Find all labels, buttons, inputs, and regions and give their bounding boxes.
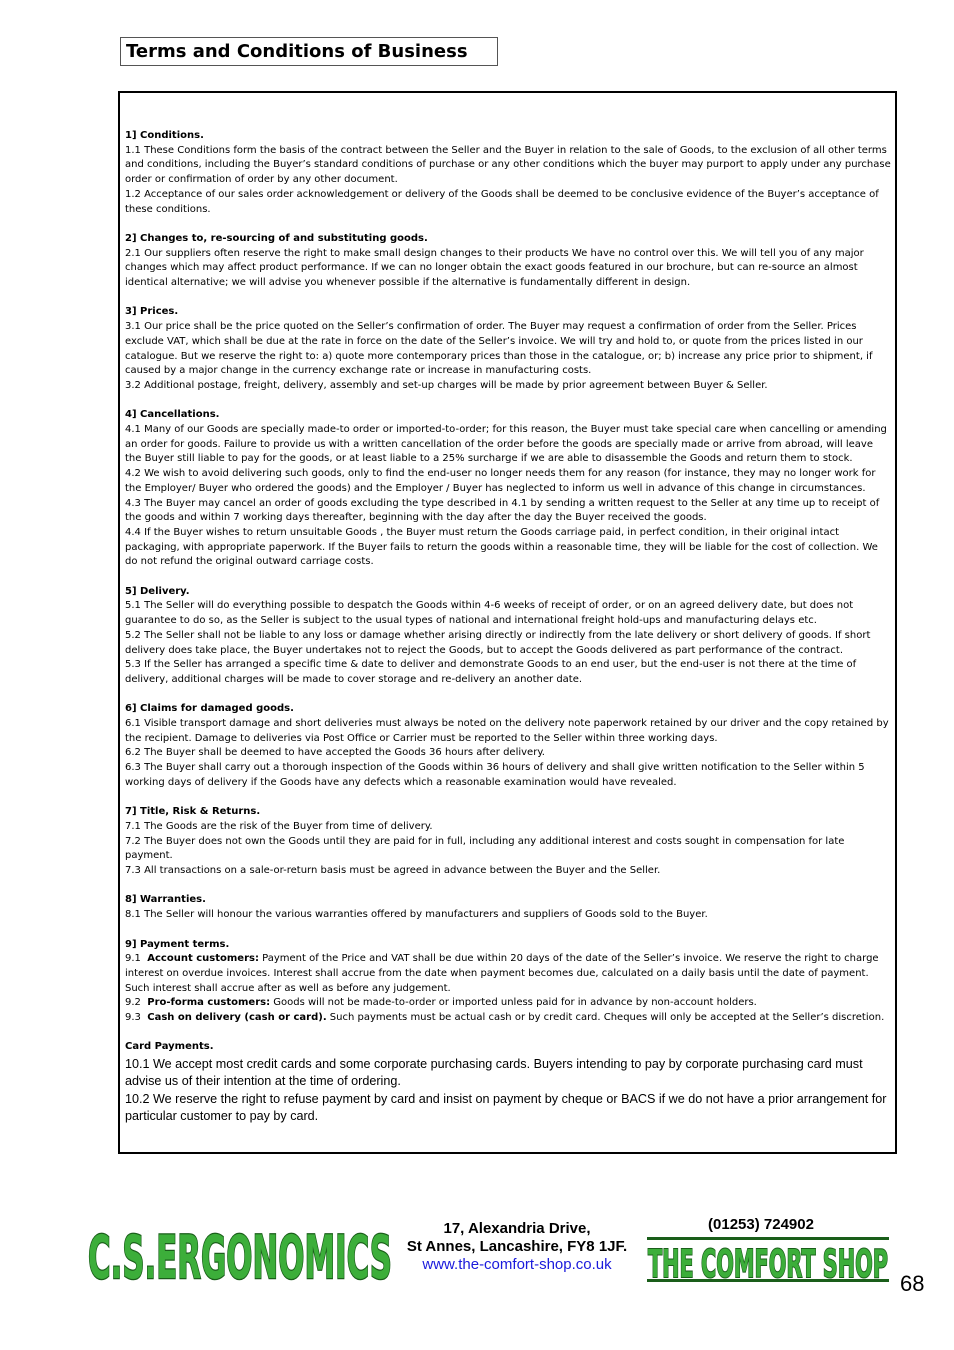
- clause: 4.1 Many of our Goods are specially made-to order or imported-to-order; for this reason, the Buyer must take special care when cancelling or amending an order for goods. Failure to provide us with a written cancellation of the order before the goods are specially made or arrive from abroad, will leave the Buyer still liable to pay for the goods, or at least liable to a 25% surcharge if we are able to disassemble the Goods and return them to stock.: [125, 424, 887, 465]
- clause: 5.3 If the Seller has arranged a specific time & date to deliver and demonstrate Goods to an end user, but the end-user is not there at the time of delivery, additional charges will be made to cover storage and re-delivery an another date.: [125, 659, 857, 685]
- terms-section: [125, 805, 891, 879]
- clause: 3.1 Our price shall be the price quoted on the Seller’s confirmation of order. The Buyer may request a confirmation of order from the Seller. Prices exclude VAT, which shall be due at the rate in force on the date of the Seller’s invoice. We will try and hold to, or quote from the prices listed in our catalogue. But we reserve the right to: a) quote more contemporary prices than those in the catalogue, or; b) increase any price prior to shipment, if caused by a major change in the currency exchange rate or increase in manufacturing costs.: [125, 321, 873, 377]
- clause: 5.1 The Seller will do everything possible to despatch the Goods within 4-6 weeks of receipt of order, or on an agreed delivery date, but does not guarantee to do so, as the Seller is subject to the usual types of national and international freight hold-ups and manufacturing delays etc.: [125, 600, 854, 627]
- clause-text: Such payments must be actual cash or by credit card. Cheques will only be accepted at the Seller’s discretion.: [326, 1012, 885, 1024]
- clause-number: 9.1: [125, 953, 148, 965]
- terms-section: [125, 702, 891, 790]
- clause: 10.1 We accept most credit cards and some corporate purchasing cards. Buyers intending to pay by corporate purchasing card must advise us of their intention at the time of ordering.: [125, 1057, 863, 1088]
- section-heading: 8] Warranties.: [125, 894, 206, 906]
- clause-label: Account customers:: [147, 953, 259, 965]
- clause: 1.1 These Conditions form the basis of the contract between the Seller and the Buyer in relation to the sale of Goods, to the exclusion of all other terms and conditions, including the Buyer’s standard conditions of purchase or any other conditions which the buyer may purport to apply under any purchase order or confirmation of order by any other document.: [125, 144, 891, 186]
- section-heading: 1] Conditions.: [125, 130, 204, 141]
- clause: 6.2 The Buyer shall be deemed to have accepted the Goods 36 hours after delivery.: [125, 747, 545, 759]
- address-line-1: 17, Alexandria Drive,: [443, 1220, 591, 1237]
- clause-label: Cash on delivery (cash or card).: [147, 1012, 327, 1024]
- section-heading: 9] Payment terms.: [125, 938, 230, 950]
- clause: 8.1 The Seller will honour the various warranties offered by manufacturers and suppliers of Goods sold to the Buyer.: [125, 909, 708, 921]
- clause: 4.2 We wish to avoid delivering such goods, only to find the end-user no longer needs them for any reason (for instance, they may no longer work for the Employer/ Buyer who ordered the goods) and the Employer / Buyer has neglected to inform us well in advance of this change in circumstances.: [125, 468, 876, 494]
- comfort-shop-logo: [645, 1236, 891, 1284]
- terms-section: [125, 305, 891, 393]
- phone-number: (01253) 724902: [708, 1216, 814, 1233]
- clause: 4.3 The Buyer may cancel an order of goods excluding the type described in 4.1 by sending a written request to the Seller at any time up to receipt of the goods and within 7 working days thereafter, beginning with the day after the day the Buyer received the goods.: [125, 497, 880, 524]
- terms-section: [125, 232, 891, 291]
- section-heading: 4] Cancellations.: [125, 409, 220, 421]
- clause-number: 9.3: [125, 1012, 148, 1024]
- clause: 6.1 Visible transport damage and short deliveries must always be noted on the delivery note paperwork retained by our driver and the copy retained by the recipient. Damage to deliveries via Post Office or Carrier must be reported to the Seller within three working days.: [125, 718, 889, 744]
- clause-label: Pro-forma customers:: [147, 997, 271, 1009]
- clause: 2.1 Our suppliers often reserve the right to make small design changes to their products We have no control over this. We will tell you of any major changes which may affect product performance. If we can no longer obtain the exact goods featured in our brochure, but can re-source an almost: [125, 247, 864, 274]
- section-heading: 7] Title, Risk & Returns.: [125, 806, 261, 818]
- clause: 7.2 The Buyer does not own the Goods until they are paid for in full, including any additional interest and costs sought in compensation for late payment.: [125, 835, 845, 862]
- clause: 5.2 The Seller shall not be liable to any loss or damage whether arising directly or indirectly from the late delivery or short delivery of goods. If short delivery does take place, the Buyer undertakes not to reject the Goods, but to accept the Goods delivered as part performance of the contract.: [125, 629, 871, 656]
- company-address: [398, 1220, 636, 1274]
- website-link[interactable]: www.the-comfort-shop.co.uk: [422, 1256, 612, 1273]
- svg-text:THE COMFORT SHOP: THE COMFORT SHOP: [648, 1242, 888, 1284]
- clause: 7.3 All transactions on a sale-or-return basis must be agreed in advance between the Buyer and the Seller.: [125, 865, 661, 877]
- clause-text: Payment of the Price and VAT shall be due within 20 days of the date of the Seller’s invoice. We reserve the right to charge interest on overdue invoices. Interest shall accrue from the date when payment becomes due, calculated on a daily basis until the date of payment. Such interest shall accrue after as well as before any judgement.: [125, 953, 879, 994]
- section-heading: 6] Claims for damaged goods.: [125, 703, 294, 715]
- clause-text: Goods will not be made-to-order or imported unless paid for in advance by non-account holders.: [270, 997, 757, 1009]
- clause: 1.2 Acceptance of our sales order acknowledgement or delivery of the Goods shall be deemed to be conclusive evidence of the Buyer’s acceptance of these conditions.: [125, 188, 879, 215]
- section-heading: 5] Delivery.: [125, 585, 190, 597]
- clause: 3.2 Additional postage, freight, delivery, assembly and set-up charges will be made by prior agreement between Buyer & Seller.: [125, 379, 768, 391]
- clause: 4.4 If the Buyer wishes to return unsuitable Goods , the Buyer must return the Goods carriage paid, in perfect condition, in their original intact packaging, with appropriate paperwork. If the Buyer fails to return the goods within a reasonable time, they will be liable for the cost of collection. We do not refund the original outward carriage costs.: [125, 526, 878, 568]
- terms-section: [125, 129, 891, 217]
- terms-section: [125, 1040, 891, 1124]
- section-heading: 3] Prices.: [125, 306, 179, 318]
- clause: [125, 996, 891, 1011]
- svg-text:C.S.ERGONOMICS: C.S.ERGONOMICS: [88, 1223, 392, 1288]
- clause: [125, 1011, 891, 1026]
- clause: 7.1 The Goods are the risk of the Buyer from time of delivery.: [125, 820, 433, 832]
- page-number: 68: [900, 1271, 925, 1296]
- section-heading: 2] Changes to, re-sourcing of and substituting goods.: [125, 232, 428, 244]
- terms-section: [125, 893, 891, 922]
- clause: 10.2 We reserve the right to refuse payment by card and insist on payment by cheque or BACS if we do not have a prior arrangement for particular customer to pay by card.: [125, 1091, 887, 1123]
- terms-section: [125, 585, 891, 688]
- terms-section: [125, 938, 891, 1026]
- section-heading: Card Payments.: [125, 1041, 214, 1053]
- address-line-2: St Annes, Lancashire, FY8 1JF.: [406, 1238, 628, 1255]
- clause: 6.3 The Buyer shall carry out a thorough inspection of the Goods within 36 hours of delivery and shall give written notification to the Seller within 5 working days of delivery if the Goods have any defects which a reasonable examination would have revealed.: [125, 762, 865, 788]
- clause-number: 9.2: [125, 997, 148, 1009]
- terms-content: [118, 91, 897, 1154]
- clause: identical alternative; we will advise you whenever possible if the alternative is fundamentally different in design.: [125, 277, 691, 289]
- cs-ergonomics-logo: [86, 1218, 396, 1288]
- clause: [125, 952, 891, 996]
- terms-section: [125, 408, 891, 570]
- footer: [0, 1190, 954, 1350]
- page-title: Terms and Conditions of Business: [120, 37, 498, 66]
